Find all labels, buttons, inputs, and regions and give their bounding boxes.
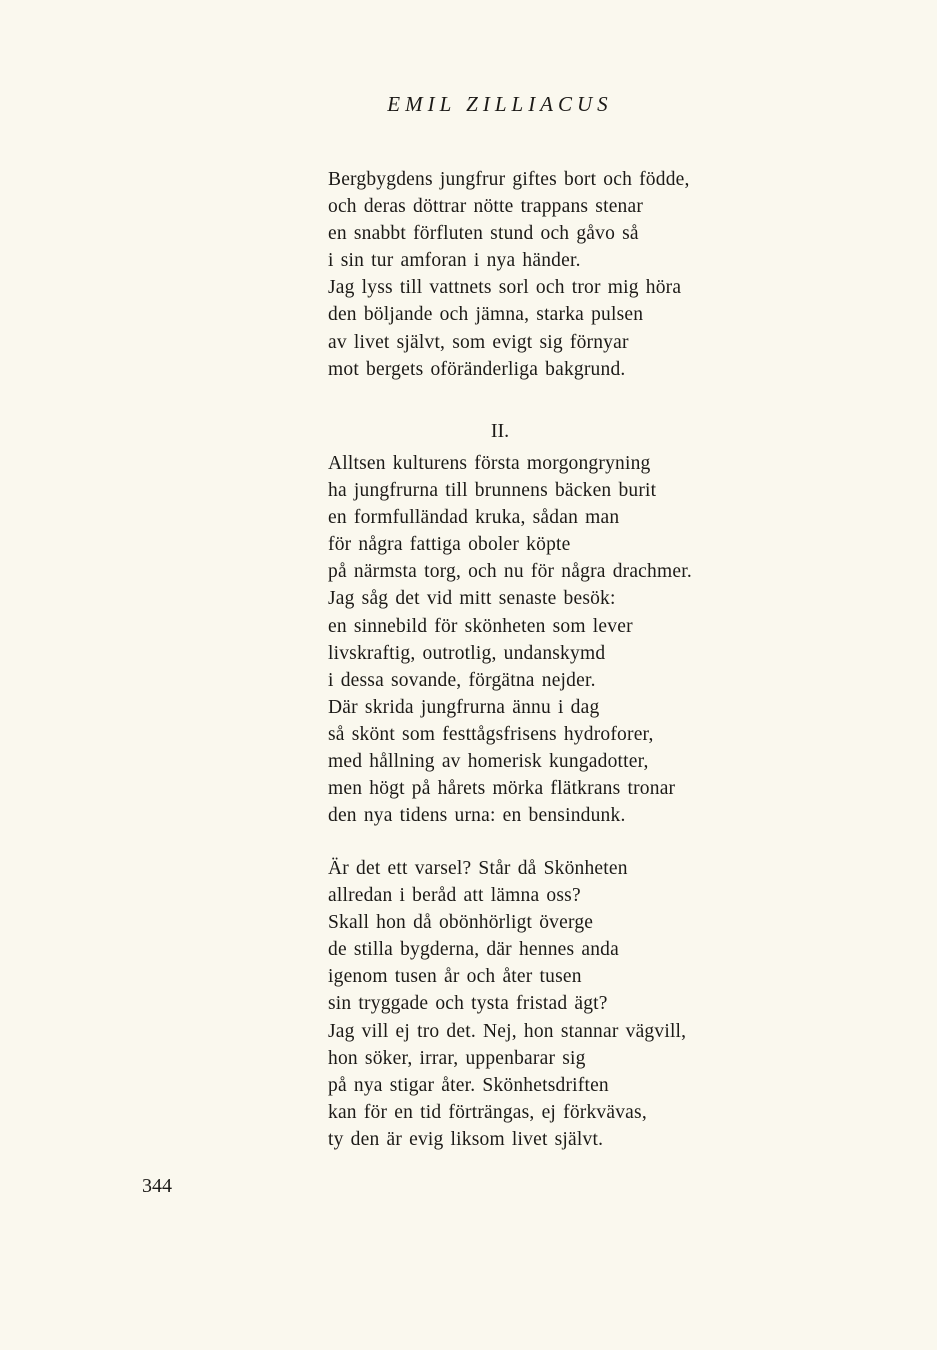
verse-line: en snabbt förfluten stund och gåvo så xyxy=(328,223,639,245)
verse-line: i sin tur amforan i nya händer. xyxy=(328,250,581,272)
verse-line: och deras döttrar nötte trappans stenar xyxy=(328,196,644,218)
section-number: II. xyxy=(490,420,510,442)
verse-line: på nya stigar åter. Skönhetsdriften xyxy=(328,1074,609,1096)
verse-line: allredan i beråd att lämna oss? xyxy=(328,885,581,907)
verse-line: Där skrida jungfrurna ännu i dag xyxy=(328,696,600,718)
stanza-1 xyxy=(328,166,690,383)
verse-line: mot bergets oföränderliga bakgrund. xyxy=(328,358,626,380)
verse-line: kan för en tid förträngas, ej förkvävas, xyxy=(328,1101,647,1123)
verse-line: den nya tidens urna: en bensindunk. xyxy=(328,805,626,827)
verse-line: på närmsta torg, och nu för några drachmer. xyxy=(328,561,692,583)
verse-line: Skall hon då obönhörligt överge xyxy=(328,912,594,934)
verse-line: för några fattiga oboler köpte xyxy=(328,534,571,556)
verse-line: livskraftig, outrotlig, undanskymd xyxy=(328,642,606,664)
verse-line: Är det ett varsel? Står då Skönheten xyxy=(328,858,628,879)
verse-line: så skönt som festtågsfrisens hydroforer, xyxy=(328,723,654,745)
verse-line: en formfulländad kruka, sådan man xyxy=(328,507,620,529)
running-header: EMIL ZILLIACUS xyxy=(387,92,613,116)
verse-line: hon söker, irrar, uppenbarar sig xyxy=(328,1047,586,1069)
verse-line: men högt på hårets mörka flätkrans tronar xyxy=(328,778,676,800)
verse-line: Jag vill ej tro det. Nej, hon stannar vägvill, xyxy=(328,1020,687,1042)
verse-line: de stilla bygderna, där hennes anda xyxy=(328,939,619,961)
verse-line: i dessa sovande, förgätna nejder. xyxy=(328,669,596,691)
verse-line: Bergbygdens jungfrur giftes bort och födde, xyxy=(328,169,690,190)
stanza-3 xyxy=(328,855,686,1153)
verse-line: Alltsen kulturens första morgongryning xyxy=(328,453,651,474)
verse-line: av livet självt, som evigt sig förnyar xyxy=(328,331,629,353)
verse-line: Jag såg det vid mitt senaste besök: xyxy=(328,588,616,610)
verse-line: med hållning av homerisk kungadotter, xyxy=(328,751,649,773)
verse-line: Jag lyss till vattnets sorl och tror mig höra xyxy=(328,277,682,299)
verse-line: sin tryggade och tysta fristad ägt? xyxy=(328,993,608,1015)
verse-line: ty den är evig liksom livet självt. xyxy=(328,1128,604,1150)
verse-line: den böljande och jämna, starka pulsen xyxy=(328,304,644,326)
verse-line: en sinnebild för skönheten som lever xyxy=(328,615,633,637)
verse-line: ha jungfrurna till brunnens bäcken burit xyxy=(328,480,657,502)
stanza-2 xyxy=(328,450,692,829)
page-number: 344 xyxy=(142,1175,172,1197)
verse-line: igenom tusen år och åter tusen xyxy=(328,966,582,988)
